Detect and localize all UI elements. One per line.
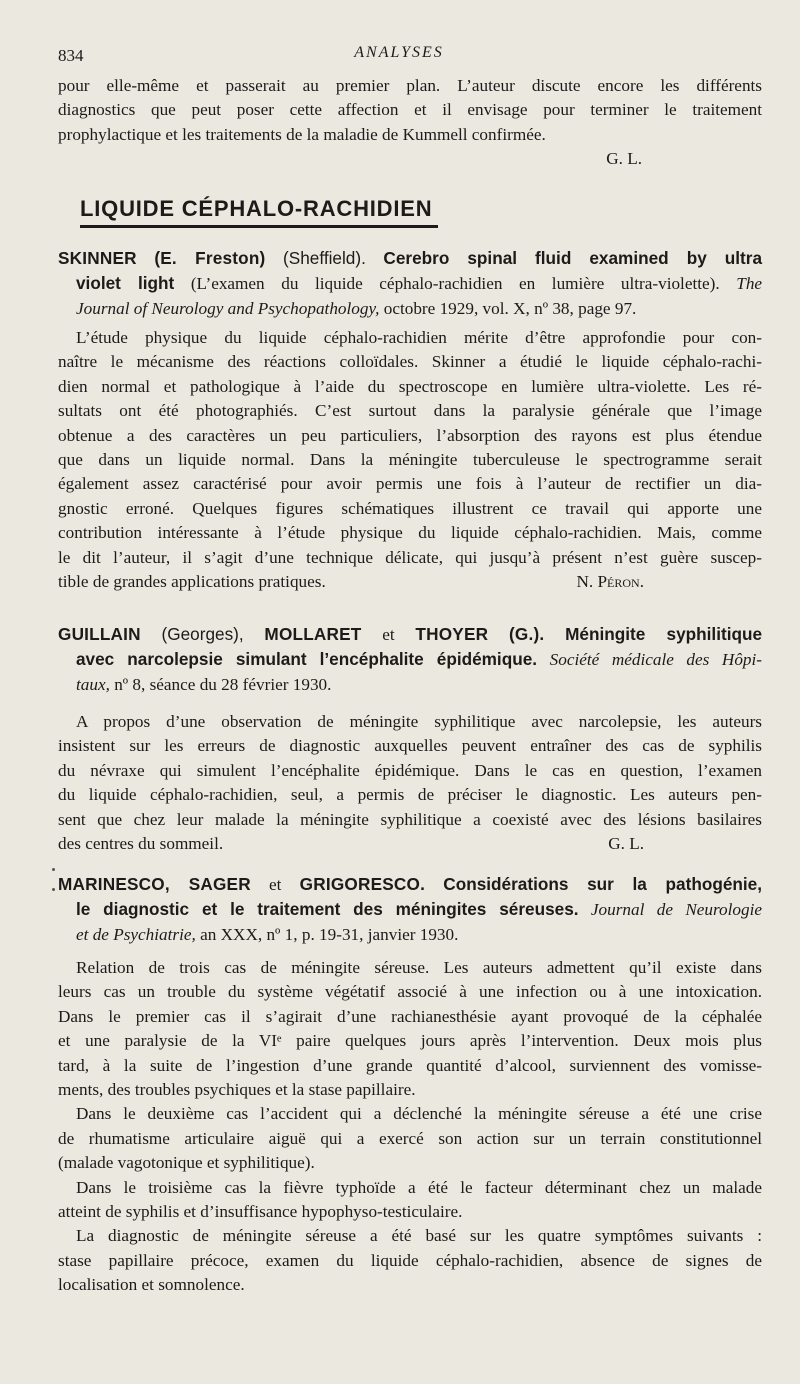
margin-mark xyxy=(52,888,55,891)
text-line: Dans le premier cas il s’agirait d’une rachianesthésie ayant provoqué de la céphalée xyxy=(58,1006,762,1026)
journal-name: Journal of Neurology and Psychopathology, xyxy=(76,298,380,318)
text-line: stase papillaire précoce, examen du liquide céphalo-rachidien, absence de signes de xyxy=(58,1250,762,1270)
conjunction: et xyxy=(269,875,282,894)
text-line: sultats ont été photographiés. C’est surtout dans la paralysie générale que l’image xyxy=(58,401,762,421)
text-line: L’étude physique du liquide céphalo-rachidien mérite d’être approfondie pour con- xyxy=(76,328,762,347)
journal-name: The xyxy=(736,274,763,294)
article-title: avec narcolepsie simulant l’encéphalite épidémique. xyxy=(76,649,538,670)
page-number: 834 xyxy=(58,46,84,65)
text-line: des centres du sommeil. xyxy=(58,834,224,854)
text-line: ments, des troubles psychiques et la stase papillaire. xyxy=(58,1080,416,1100)
text-line: Dans le deuxième cas l’accident qui a déclenché la méningite séreuse a été une crise xyxy=(76,1104,762,1124)
article-title: Méningite syphilitique xyxy=(565,624,763,644)
text-line: La diagnostic de méningite séreuse a été basé sur les quatre symptômes suivants : xyxy=(76,1226,762,1246)
text-line: tible de grandes applications pratiques. xyxy=(58,572,326,592)
publication-details: octobre 1929, vol. X, nº 38, page 97. xyxy=(383,298,637,318)
text-line: pour elle-même et passerait au premier plan. L’auteur discute encore les différents xyxy=(58,76,762,95)
text-line: leurs cas un trouble du système végétatif associé à une infection ou à une intoxication. xyxy=(58,982,762,1002)
text-line: tard, à la suite de l’ingestion d’une grande quantité d’alcool, surviennent des vomisse- xyxy=(58,1055,762,1075)
text-line: naître le mécanisme des réactions colloïdales. Skinner a étudié le liquide céphalo-rachi- xyxy=(58,352,762,372)
article-body-1 xyxy=(58,326,762,594)
text-line: et une paralysie de la VIᵉ paire quelques jours après l’intervention. Deux mois plus xyxy=(58,1031,762,1051)
author-name: SKINNER xyxy=(58,248,137,268)
text-line: le dit l’auteur, il s’agit d’une technique délicate, qui jusqu’à présent n’est guère suscep- xyxy=(58,547,762,567)
article-reference-1 xyxy=(58,246,762,321)
text-line: dien normal et pathologique à l’aide du spectroscope en lumière ultra-violette. Les ré- xyxy=(58,376,762,396)
author-name: MOLLARET xyxy=(264,624,362,644)
publication-details: an XXX, nº 1, p. 19-31, janvier 1930. xyxy=(200,924,459,944)
title-translation: (L’examen du liquide céphalo-rachidien en lumière ultra-violette). xyxy=(190,274,720,294)
text-line: du liquide céphalo-rachidien, seul, a permis de préciser le diagnostic. Les auteurs pen- xyxy=(58,785,762,805)
text-line: atteint de syphilis et d’insuffisance hypophyso-testiculaire. xyxy=(58,1202,463,1222)
journal-name: taux, xyxy=(76,674,110,694)
article-title: Considérations sur la pathogénie, xyxy=(443,874,762,894)
text-line: insistent sur les erreurs de diagnostic auxquelles peuvent entraîner des cas de syphilis xyxy=(58,736,762,756)
conjunction: et xyxy=(382,625,395,644)
article-title: Cerebro spinal fluid examined by ultra xyxy=(383,248,763,268)
page-header xyxy=(58,42,740,68)
author-name: THOYER xyxy=(415,624,489,644)
article-reference-2 xyxy=(58,622,762,697)
text-line: (malade vagotonique et syphilitique). xyxy=(58,1153,315,1173)
author-details: (Georges), xyxy=(161,624,244,644)
article-title: le diagnostic et le traitement des méningites séreuses. xyxy=(76,899,579,920)
author-name: GRIGORESCO. xyxy=(299,874,426,894)
text-line: Relation de trois cas de méningite séreuse. Les auteurs admettent qu’il existe dans xyxy=(76,958,762,977)
text-line: obtenue a des caractères un peu particuliers, l’absorption des rayons est plus étendue xyxy=(58,425,762,445)
text-line: sent que chez leur malade la méningite syphilitique a coexisté avec des lésions basilaires xyxy=(58,809,762,829)
author-name: MARINESCO, SAGER xyxy=(58,874,251,894)
journal-name: Société médicale des Hôpi- xyxy=(549,650,763,670)
margin-mark xyxy=(52,868,55,871)
text-line: du névraxe qui simulent l’encéphalite épidémique. Dans le cas en question, l’examen xyxy=(58,760,762,780)
intro-paragraph xyxy=(58,74,762,172)
text-line: que dans un liquide normal. Dans la méningite tuberculeuse le spectrogramme serait xyxy=(58,450,762,470)
journal-name: Journal de Neurologie xyxy=(590,900,763,920)
article-body-2 xyxy=(58,710,762,856)
author-name: GUILLAIN xyxy=(58,624,141,644)
signature: G. L. xyxy=(606,149,642,169)
text-line: diagnostics que peut poser cette affection et il envisage pour terminer le traitement xyxy=(58,100,762,120)
signature: G. L. xyxy=(608,834,644,854)
publication-details: nº 8, séance du 28 février 1930. xyxy=(114,674,332,694)
running-title: ANALYSES xyxy=(354,44,444,61)
author-details: (G.). xyxy=(508,624,545,644)
article-body-3 xyxy=(58,956,762,1298)
text-line: gnostic erroné. Quelques figures schématiques illustrent ce travail qui apporte une xyxy=(58,498,762,518)
author-location: (Sheffield). xyxy=(283,248,366,268)
text-line: contribution intéressante à l’étude physique du liquide céphalo-rachidien. Mais, comme xyxy=(58,523,762,543)
text-line: prophylactique et les traitements de la maladie de Kummell confirmée. xyxy=(58,124,546,144)
section-title: LIQUIDE CÉPHALO-RACHIDIEN xyxy=(80,196,433,221)
section-underline xyxy=(80,225,438,228)
article-title: violet light xyxy=(76,273,175,294)
text-line: de rhumatisme articulaire aiguë qui a exercé son action sur un terrain constitutionnel xyxy=(58,1128,762,1148)
text-line: également assez caractérisé pour avoir permis une fois à l’auteur de rectifier un dia- xyxy=(58,474,762,494)
text-line: A propos d’une observation de méningite syphilitique avec narcolepsie, les auteurs xyxy=(76,712,762,731)
text-line: localisation et somnolence. xyxy=(58,1275,245,1295)
article-reference-3 xyxy=(58,872,762,947)
signature: N. Péron. xyxy=(576,572,644,592)
author-details: (E. Freston) xyxy=(154,248,266,268)
text-line: Dans le troisième cas la fièvre typhoïde a été le facteur déterminant chez un malade xyxy=(76,1177,762,1197)
journal-name: et de Psychiatrie, xyxy=(76,924,196,944)
